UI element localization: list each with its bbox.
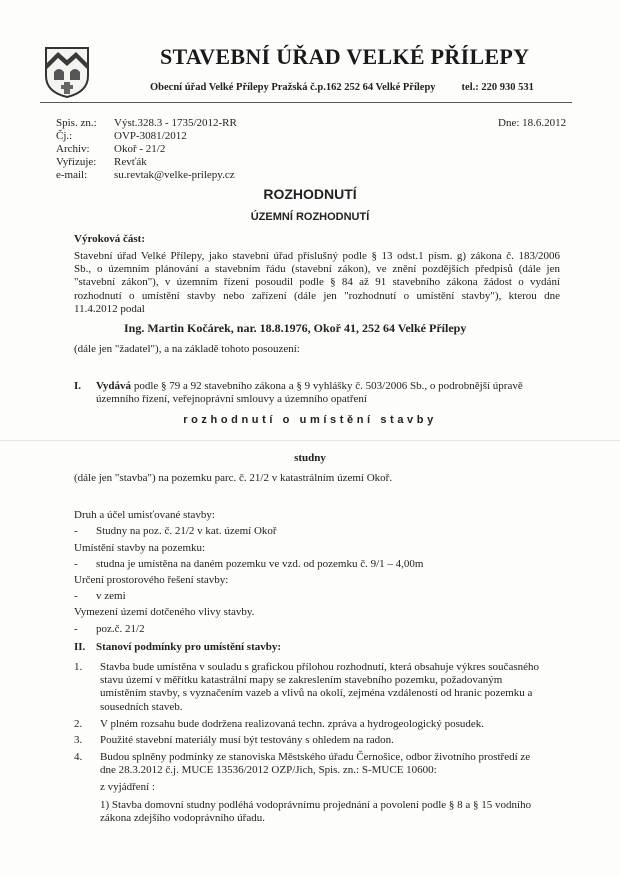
document-metadata (56, 117, 237, 182)
druh-item (74, 525, 277, 538)
office-address: Obecní úřad Velké Přílepy Pražská č.p.162 252 64 Velké Přílepy (150, 82, 436, 93)
druh-label: Druh a účel umisťované stavby: (74, 509, 215, 521)
operative-part-heading: Výroková část: (74, 233, 145, 245)
email-value[interactable]: su.revtak@velke-prilepy.cz (114, 169, 235, 181)
umisteni-label: Umístění stavby na pozemku: (74, 542, 206, 554)
condition-4-line-2: dne 28.3.2012 č.j. MUCE 13536/2012 OZP/Jich, Spis. zn.: S-MUCE 10600: (100, 764, 437, 777)
applicant-note: (dále jen "žadatel"), a na základě tohoto posouzení: (74, 343, 300, 355)
urceni-value: v zemi (96, 590, 126, 602)
condition-1-line-2: stavu území v měřítku katastrální mapy se zakreslením stavebního pozemku, požadovaným (100, 674, 503, 687)
section-2-title: Stanoví podmínky pro umístění stavby: (96, 641, 282, 653)
cj-label: Čj.: (56, 130, 73, 142)
condition-3-number: 3. (74, 734, 83, 746)
section-2-heading (74, 641, 281, 654)
condition-2-text: V plném rozsahu bude dodržena realizovaná techn. zpráva a hydrogeologický posudek. (100, 718, 485, 730)
condition-4-line-4: 1) Stavba domovní studny podléhá vodoprávnímu projednání a povolení podle § 8 a § 15 vodního (100, 798, 532, 811)
decision-title: ROZHODNUTÍ (263, 186, 357, 202)
section-1-number: I. (74, 380, 82, 392)
umisteni-value: studna je umístěna na daném pozemku ve vzd. od pozemku č. 9/1 – 4,00m (96, 558, 424, 570)
bullet-dash: - (74, 623, 78, 635)
condition-4-number: 4. (74, 751, 83, 763)
header-divider (40, 102, 572, 103)
decision-subtitle: ÚZEMNÍ ROZHODNUTÍ (250, 211, 370, 223)
section-1 (74, 380, 564, 406)
document-date: Dne: 18.6.2012 (498, 117, 567, 129)
condition-1 (74, 661, 564, 714)
email-label: e-mail: (56, 169, 88, 181)
condition-1-line-3: umístěním stavby, s vyznačením vazeb a vlivů na okolí, zejména vzdáleností od hranic pozemku a (100, 687, 533, 700)
vyrizuje-label: Vyřizuje: (56, 156, 97, 168)
municipal-coat-of-arms (44, 46, 90, 98)
condition-1-line-4: sousedních staveb. (100, 700, 183, 713)
condition-1-number: 1. (74, 661, 83, 673)
condition-2-number: 2. (74, 718, 83, 730)
urceni-item (74, 590, 126, 603)
office-address-line (150, 82, 534, 93)
intro-paragraph (74, 250, 560, 316)
spis-value: Výst.328.3 - 1735/2012-RR (114, 117, 237, 129)
condition-4-line-5: zákona zdejšího vodoprávního úřadu. (100, 811, 265, 824)
vymezeni-item (74, 623, 145, 636)
section-2-number: II. (74, 641, 86, 653)
archiv-label: Archiv: (56, 143, 90, 155)
condition-1-line-1: Stavba bude umístěna v souladu s grafickou přílohou rozhodnutí, která obsahuje výkres současného (100, 661, 539, 673)
section-1-line-1: podle § 79 a 92 stavebního zákona a § 9 vyhlášky č. 503/2006 Sb., o podrobnější úpravě (131, 380, 523, 392)
paper-fold-line (0, 440, 620, 441)
urceni-label: Určení prostorového řešení stavby: (74, 574, 229, 586)
office-title: STAVEBNÍ ÚŘAD VELKÉ PŘÍLEPY (160, 44, 530, 69)
archiv-value: Okoř - 21/2 (114, 143, 166, 155)
intro-line-2: Sb., o územním plánování a stavebním řádu (stavební zákon), ve znění pozdějších předpisů (dále jen (74, 263, 560, 276)
intro-line-3: "stavební zákon"), v územním řízení posoudil podle § 84 až 91 stavebního zákona žádost o vydání (74, 276, 560, 289)
intro-line-1: Stavební úřad Velké Přílepy, jako stavební úřad příslušný podle § 13 odst.1 písm. g) zákona č. 183/2006 (74, 250, 560, 262)
section-1-line-2: územního řízení, veřejnoprávní smlouvy a územního opatření (96, 393, 367, 406)
condition-3-text: Použité stavební materiály musí být testovány s ohledem na radon. (100, 734, 394, 746)
applicant: Ing. Martin Kočárek, nar. 18.8.1976, Okoř 41, 252 64 Velké Přílepy (124, 321, 467, 335)
intro-line-5: 11.4.2012 podal (74, 302, 145, 315)
spis-label: Spis. zn.: (56, 117, 97, 129)
vymezeni-value: poz.č. 21/2 (96, 623, 145, 635)
structure-name: studny (294, 452, 326, 464)
office-phone: tel.: 220 930 531 (461, 82, 534, 93)
vymezeni-label: Vymezení území dotčeného vlivy stavby. (74, 606, 255, 618)
umisteni-item (74, 558, 423, 571)
condition-4-line-1: Budou splněny podmínky ze stanoviska Městského úřadu Černošice, odbor životního prostředí ze (100, 751, 531, 763)
intro-line-4: rozhodnutí o umístění stavby nebo zařízení (dále jen "rozhodnutí o umístění stavby"), kterou dne (74, 289, 560, 302)
bullet-dash: - (74, 558, 78, 570)
vyrizuje-value: Revťák (114, 156, 147, 168)
condition-2 (74, 718, 564, 731)
structure-note: (dále jen "stavba") na pozemku parc. č. 21/2 v katastrálním území Okoř. (74, 472, 393, 484)
bullet-dash: - (74, 590, 78, 602)
cj-value: OVP-3081/2012 (114, 130, 187, 142)
decision-subject-heading: rozhodnutí o umístění stavby (183, 414, 437, 426)
condition-3 (74, 734, 564, 747)
bullet-dash: - (74, 525, 78, 537)
druh-value: Studny na poz. č. 21/2 v kat. území Okoř (96, 525, 277, 537)
condition-4-line-3: z vyjádření : (100, 781, 155, 794)
section-1-verb: Vydává (96, 380, 132, 392)
condition-4 (74, 751, 564, 825)
